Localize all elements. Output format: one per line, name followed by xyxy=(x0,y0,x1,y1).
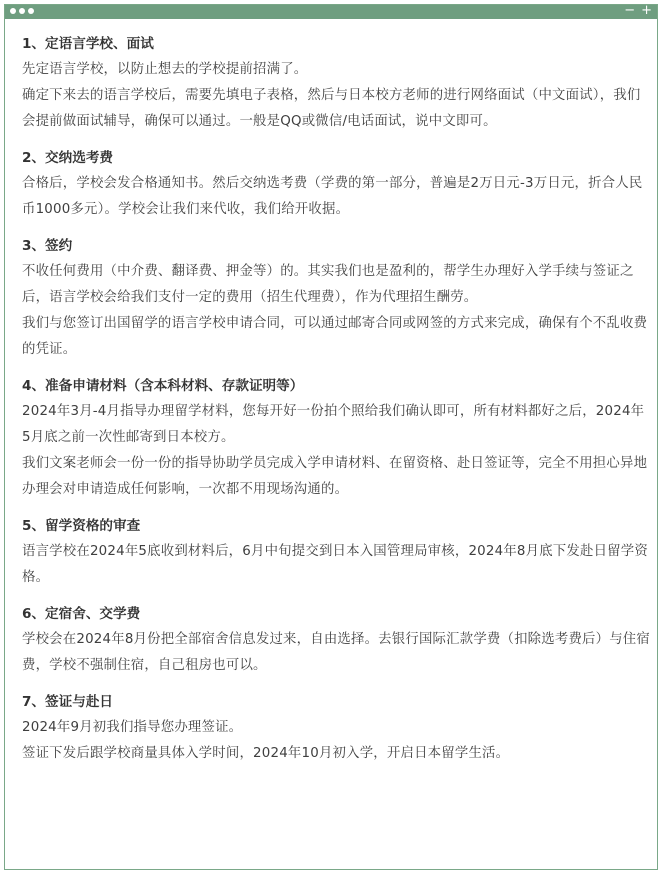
section-heading: 6、定宿舍、交学费 xyxy=(22,606,141,622)
section-heading: 1、定语言学校、面试 xyxy=(22,36,154,52)
article-content xyxy=(22,31,652,777)
titlebar-dots xyxy=(10,8,34,16)
section-heading: 4、准备申请材料（含本科材料、存款证明等） xyxy=(22,378,304,394)
dot-icon xyxy=(19,8,25,14)
section-6 xyxy=(22,601,652,679)
dot-icon xyxy=(28,8,34,14)
section-3 xyxy=(22,233,652,363)
section-paragraph: 2024年3月-4月指导办理留学材料，您每开好一份拍个照给我们确认即可，所有材料都好之后，2024年5月底之前一次性邮寄到日本校方。 xyxy=(22,404,645,445)
minimize-icon[interactable]: − xyxy=(624,3,636,18)
section-7 xyxy=(22,689,652,767)
section-1 xyxy=(22,31,652,135)
window-controls xyxy=(624,3,652,19)
section-paragraph: 不收任何费用（中介费、翻译费、押金等）的。其实我们也是盈利的，帮学生办理好入学手续与签证之后，语言学校会给我们支付一定的费用（招生代理费），作为代理招生酬劳。 xyxy=(22,264,634,305)
section-heading: 5、留学资格的审查 xyxy=(22,518,141,534)
section-paragraph: 先定语言学校，以防止想去的学校提前招满了。 xyxy=(22,62,308,77)
section-5 xyxy=(22,513,652,591)
section-paragraph: 语言学校在2024年5底收到材料后，6月中旬提交到日本入国管理局审核，2024年8月底下发赴日留学资格。 xyxy=(22,544,648,585)
dot-icon xyxy=(10,8,16,14)
section-2 xyxy=(22,145,652,223)
section-heading: 3、签约 xyxy=(22,238,73,254)
section-paragraph: 签证下发后跟学校商量具体入学时间，2024年10月初入学，开启日本留学生活。 xyxy=(22,746,510,761)
plus-icon[interactable]: + xyxy=(641,3,652,18)
section-heading: 2、交纳选考费 xyxy=(22,150,114,166)
section-paragraph: 学校会在2024年8月份把全部宿舍信息发过来，自由选择。去银行国际汇款学费（扣除选考费后）与住宿费，学校不强制住宿，自己租房也可以。 xyxy=(22,632,650,673)
section-4 xyxy=(22,373,652,503)
section-paragraph: 我们文案老师会一份一份的指导协助学员完成入学申请材料、在留资格、赴日签证等，完全不用担心异地办理会对申请造成任何影响，一次都不用现场沟通的。 xyxy=(22,456,648,497)
section-paragraph: 合格后，学校会发合格通知书。然后交纳选考费（学费的第一部分，普遍是2万日元-3万日元，折合人民币1000多元）。学校会让我们来代收，我们给开收据。 xyxy=(22,176,643,217)
section-heading: 7、签证与赴日 xyxy=(22,694,114,710)
article-frame xyxy=(4,4,658,870)
section-paragraph: 2024年9月初我们指导您办理签证。 xyxy=(22,720,243,735)
section-paragraph: 确定下来去的语言学校后，需要先填电子表格，然后与日本校方老师的进行网络面试（中文面试），我们会提前做面试辅导，确保可以通过。一般是QQ或微信/电话面试，说中文即可。 xyxy=(22,88,641,129)
window-titlebar xyxy=(5,5,657,19)
section-paragraph: 我们与您签订出国留学的语言学校申请合同，可以通过邮寄合同或网签的方式来完成，确保有个不乱收费的凭证。 xyxy=(22,316,648,357)
